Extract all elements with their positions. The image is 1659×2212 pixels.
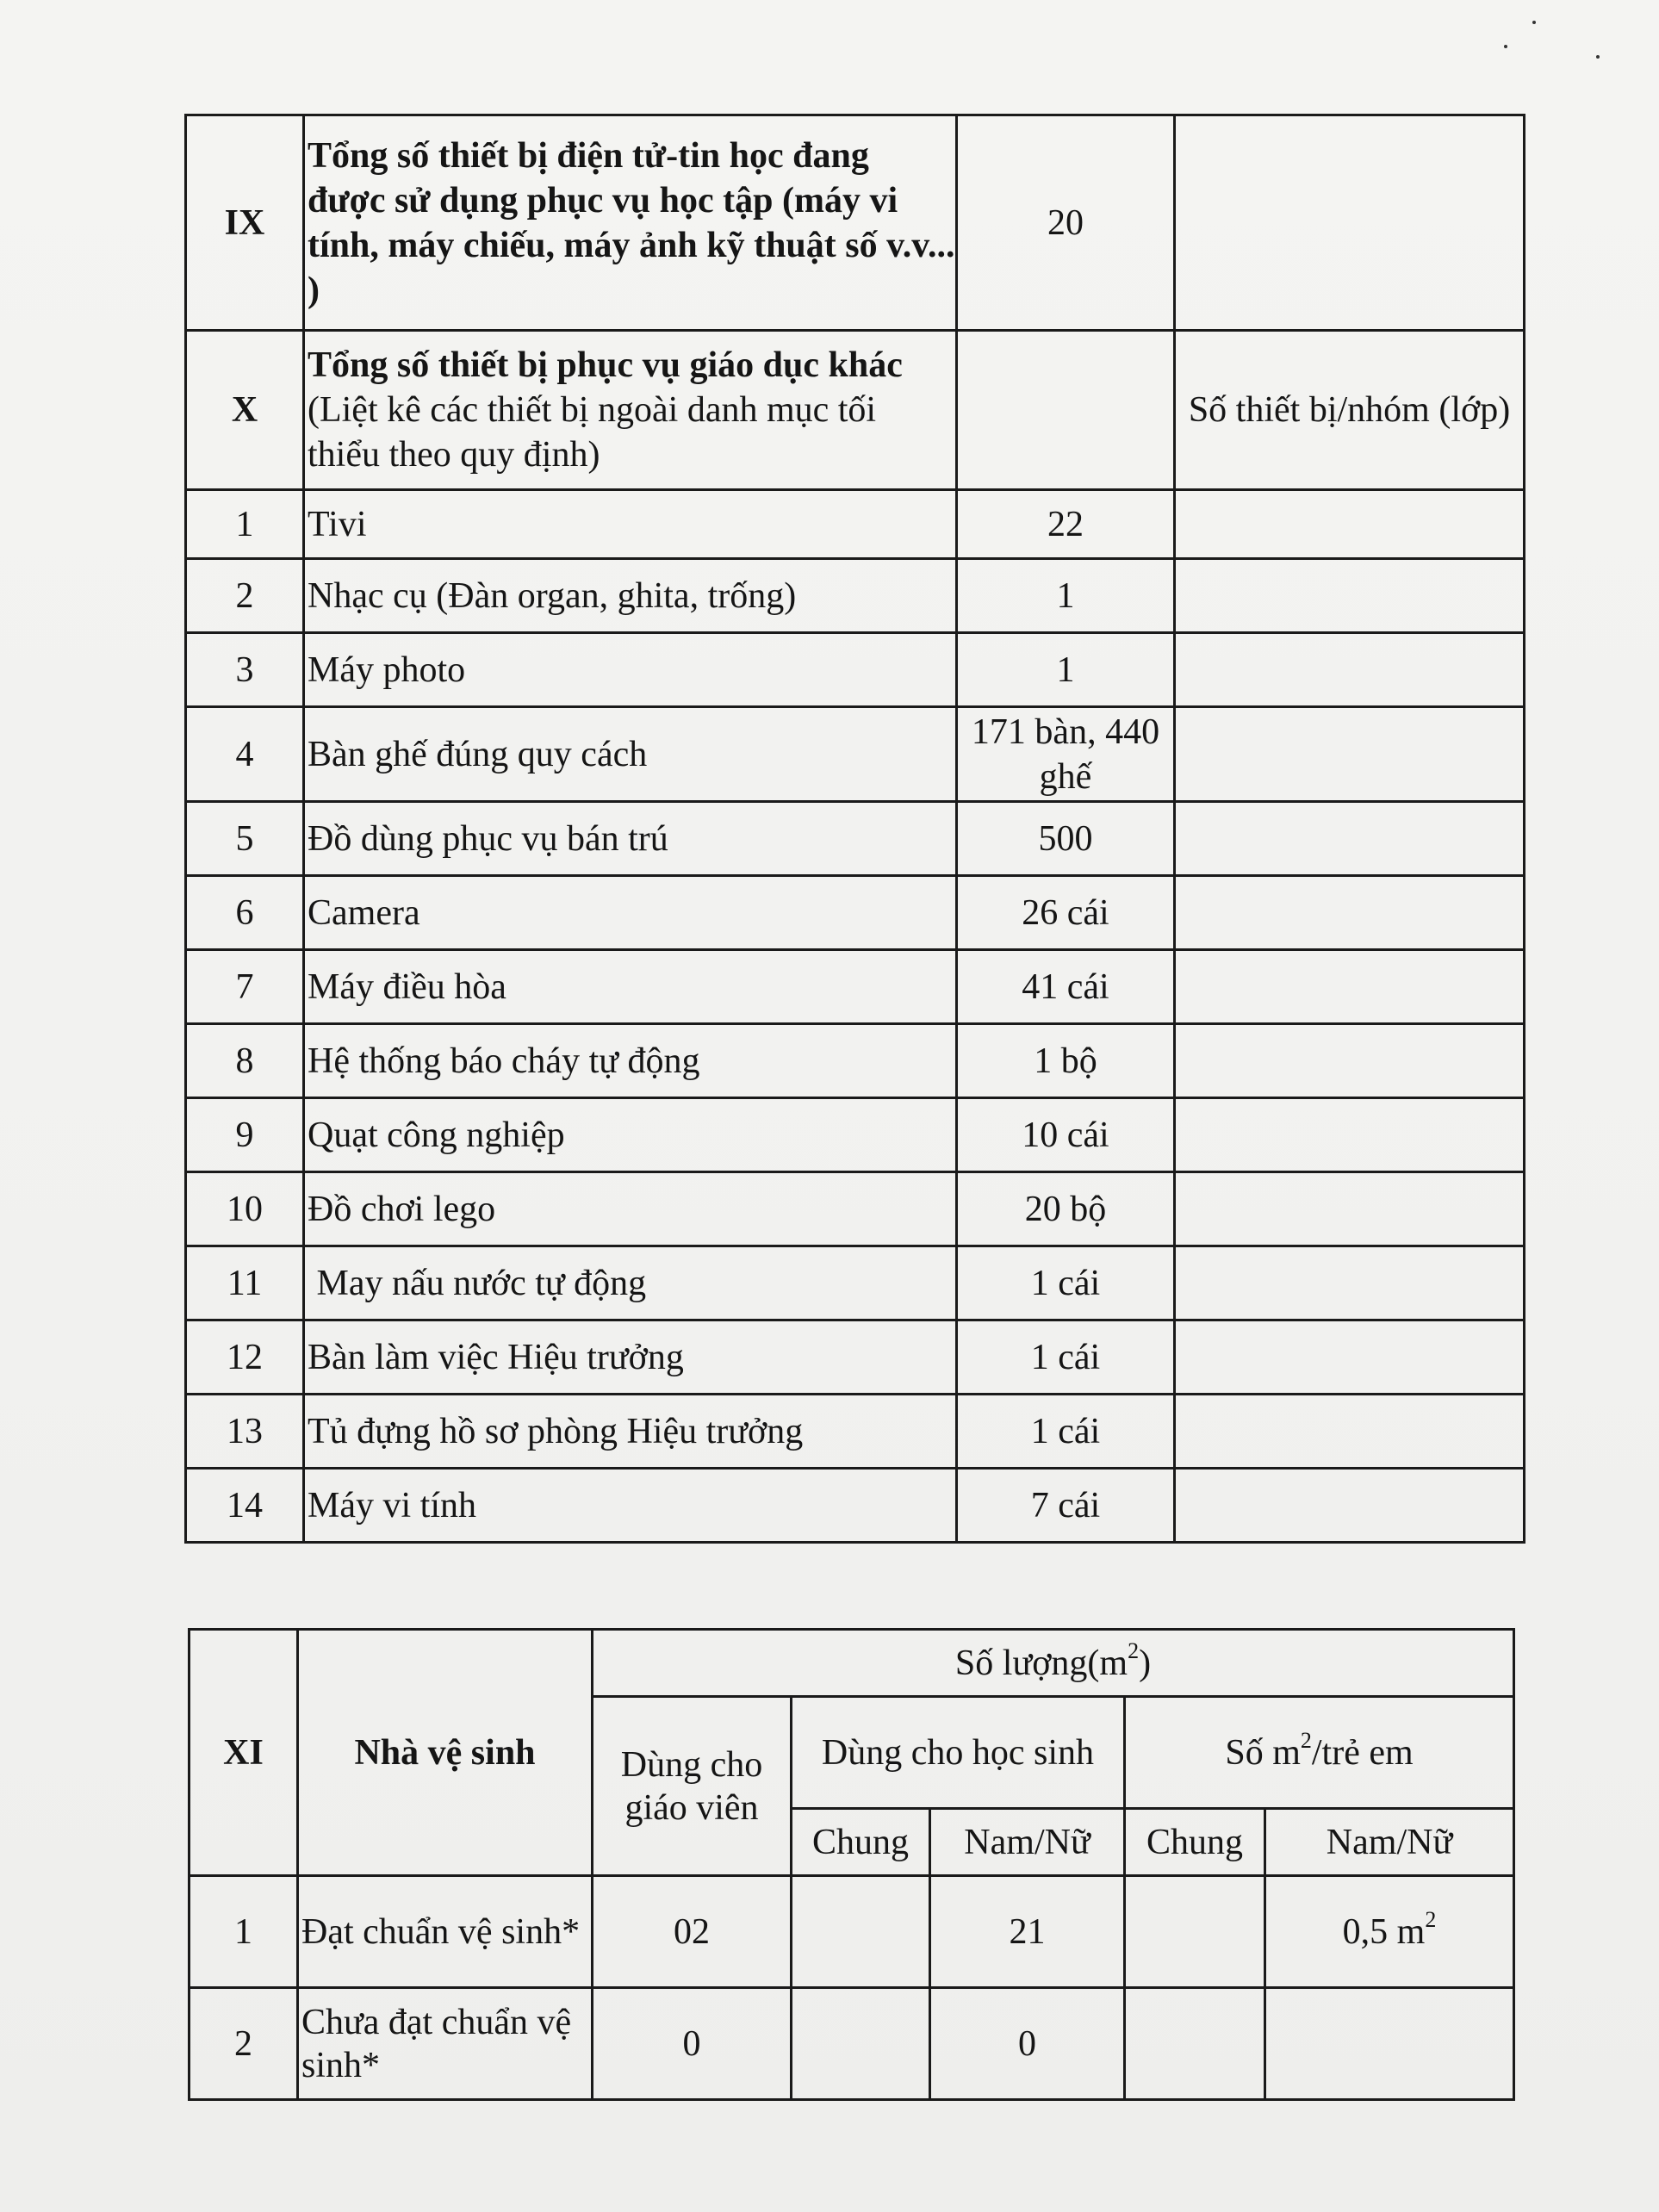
row-number: 2 <box>190 1988 298 2100</box>
item-quantity: 500 <box>957 802 1175 876</box>
speck <box>1504 45 1507 48</box>
table-row <box>186 802 1525 876</box>
row-number: 7 <box>186 950 304 1024</box>
teacher-value: 0 <box>593 1988 792 2100</box>
item-note <box>1175 1469 1525 1543</box>
table-row <box>186 1395 1525 1469</box>
item-note <box>1175 1246 1525 1320</box>
student-common-value <box>792 1988 930 2100</box>
item-note <box>1175 1395 1525 1469</box>
table-row <box>186 1024 1525 1098</box>
row-number: 4 <box>186 707 304 802</box>
item-name: Tủ đựng hồ sơ phòng Hiệu trưởng <box>304 1395 957 1469</box>
student-gender-value: 21 <box>930 1876 1125 1988</box>
item-name: Camera <box>304 876 957 950</box>
item-name-bold: Tổng số thiết bị điện tử-tin học đang được sử dụng phục vụ học tập (máy vi tính, máy chiếu, máy ảnh kỹ thuật số v.v... ) <box>308 135 955 310</box>
item-name: Máy điều hòa <box>304 950 957 1024</box>
item-name: Máy photo <box>304 633 957 707</box>
speck <box>1596 55 1600 59</box>
row-number: 1 <box>190 1876 298 1988</box>
item-note <box>1175 633 1525 707</box>
student-common-header: Chung <box>792 1809 930 1876</box>
table-row <box>190 1876 1514 1988</box>
table-row <box>186 331 1525 490</box>
table-row <box>186 633 1525 707</box>
row-number: 9 <box>186 1098 304 1172</box>
header-row <box>190 1630 1514 1697</box>
item-quantity: 10 cái <box>957 1098 1175 1172</box>
table-row <box>186 1320 1525 1395</box>
item-note <box>1175 115 1525 331</box>
table-row <box>190 1988 1514 2100</box>
row-number: 8 <box>186 1024 304 1098</box>
item-quantity: 41 cái <box>957 950 1175 1024</box>
child-gender-value: 0,5 $m^2$ <box>1265 1876 1514 1988</box>
child-common-header: Chung <box>1125 1809 1265 1876</box>
table-row <box>186 115 1525 331</box>
item-note <box>1175 1320 1525 1395</box>
child-common-value <box>1125 1988 1265 2100</box>
row-number: 6 <box>186 876 304 950</box>
quantity-header: Số $lượng(m^2)$ <box>593 1630 1514 1697</box>
item-quantity: 171 bàn, 440 ghế <box>957 707 1175 802</box>
table-row <box>186 490 1525 559</box>
item-name <box>304 115 957 331</box>
row-number: IX <box>186 115 304 331</box>
item-quantity <box>957 331 1175 490</box>
item-name-bold: Tổng số thiết bị phục vụ giáo dục khác <box>308 345 903 385</box>
table-row <box>186 950 1525 1024</box>
item-name: Hệ thống báo cháy tự động <box>304 1024 957 1098</box>
item-name: Bàn làm việc Hiệu trưởng <box>304 1320 957 1395</box>
item-name: Quạt công nghiệp <box>304 1098 957 1172</box>
item-quantity: 20 <box>957 115 1175 331</box>
row-number: 5 <box>186 802 304 876</box>
item-name: Đồ dùng phục vụ bán trú <box>304 802 957 876</box>
item-quantity: 22 <box>957 490 1175 559</box>
teacher-header: Dùng cho giáo viên <box>593 1697 792 1876</box>
item-name: Bàn ghế đúng quy cách <box>304 707 957 802</box>
row-number: X <box>186 331 304 490</box>
item-quantity: 1 bộ <box>957 1024 1175 1098</box>
item-quantity: 26 cái <box>957 876 1175 950</box>
item-quantity: 1 cái <box>957 1320 1175 1395</box>
row-number: 3 <box>186 633 304 707</box>
item-quantity: 20 bộ <box>957 1172 1175 1246</box>
item-note <box>1175 1172 1525 1246</box>
item-note <box>1175 802 1525 876</box>
item-name: Tivi <box>304 490 957 559</box>
item-note: Số thiết bị/nhóm (lớp) <box>1175 331 1525 490</box>
child-common-value <box>1125 1876 1265 1988</box>
student-gender-value: 0 <box>930 1988 1125 2100</box>
speck <box>1532 21 1536 24</box>
table-row <box>186 559 1525 633</box>
toilet-table <box>188 1628 1515 2101</box>
equipment-table <box>184 114 1525 1544</box>
row-name: Đạt chuẩn vệ sinh* <box>298 1876 593 1988</box>
item-name-detail: (Liệt kê các thiết bị ngoài danh mục tối thiểu theo quy định) <box>308 390 877 475</box>
row-number: 14 <box>186 1469 304 1543</box>
section-title: Nhà vệ sinh <box>298 1630 593 1876</box>
item-note <box>1175 707 1525 802</box>
child-gender-value <box>1265 1988 1514 2100</box>
row-number: 1 <box>186 490 304 559</box>
table-row <box>186 876 1525 950</box>
table-row <box>186 1098 1525 1172</box>
item-name: Nhạc cụ (Đàn organ, ghita, trống) <box>304 559 957 633</box>
item-note <box>1175 950 1525 1024</box>
row-number: 13 <box>186 1395 304 1469</box>
section-number: XI <box>190 1630 298 1876</box>
item-name <box>304 331 957 490</box>
item-note <box>1175 1098 1525 1172</box>
item-note <box>1175 1024 1525 1098</box>
table-row <box>186 1469 1525 1543</box>
per-child-header: Số $m^2$/trẻ em <box>1125 1697 1514 1809</box>
student-gender-header: Nam/Nữ <box>930 1809 1125 1876</box>
teacher-value: 02 <box>593 1876 792 1988</box>
table-row <box>186 707 1525 802</box>
item-name: Đồ chơi lego <box>304 1172 957 1246</box>
table-row <box>186 1172 1525 1246</box>
item-quantity: 1 cái <box>957 1395 1175 1469</box>
item-quantity: 1 cái <box>957 1246 1175 1320</box>
table-row <box>186 1246 1525 1320</box>
item-quantity: 1 <box>957 559 1175 633</box>
item-name: May nấu nước tự động <box>304 1246 957 1320</box>
row-number: 12 <box>186 1320 304 1395</box>
row-name: Chưa đạt chuẩn vệ sinh* <box>298 1988 593 2100</box>
item-name: Máy vi tính <box>304 1469 957 1543</box>
row-number: 2 <box>186 559 304 633</box>
item-note <box>1175 490 1525 559</box>
student-common-value <box>792 1876 930 1988</box>
item-quantity: 1 <box>957 633 1175 707</box>
item-note <box>1175 559 1525 633</box>
row-number: 11 <box>186 1246 304 1320</box>
child-gender-header: Nam/Nữ <box>1265 1809 1514 1876</box>
student-header: Dùng cho học sinh <box>792 1697 1125 1809</box>
item-quantity: 7 cái <box>957 1469 1175 1543</box>
row-number: 10 <box>186 1172 304 1246</box>
item-note <box>1175 876 1525 950</box>
